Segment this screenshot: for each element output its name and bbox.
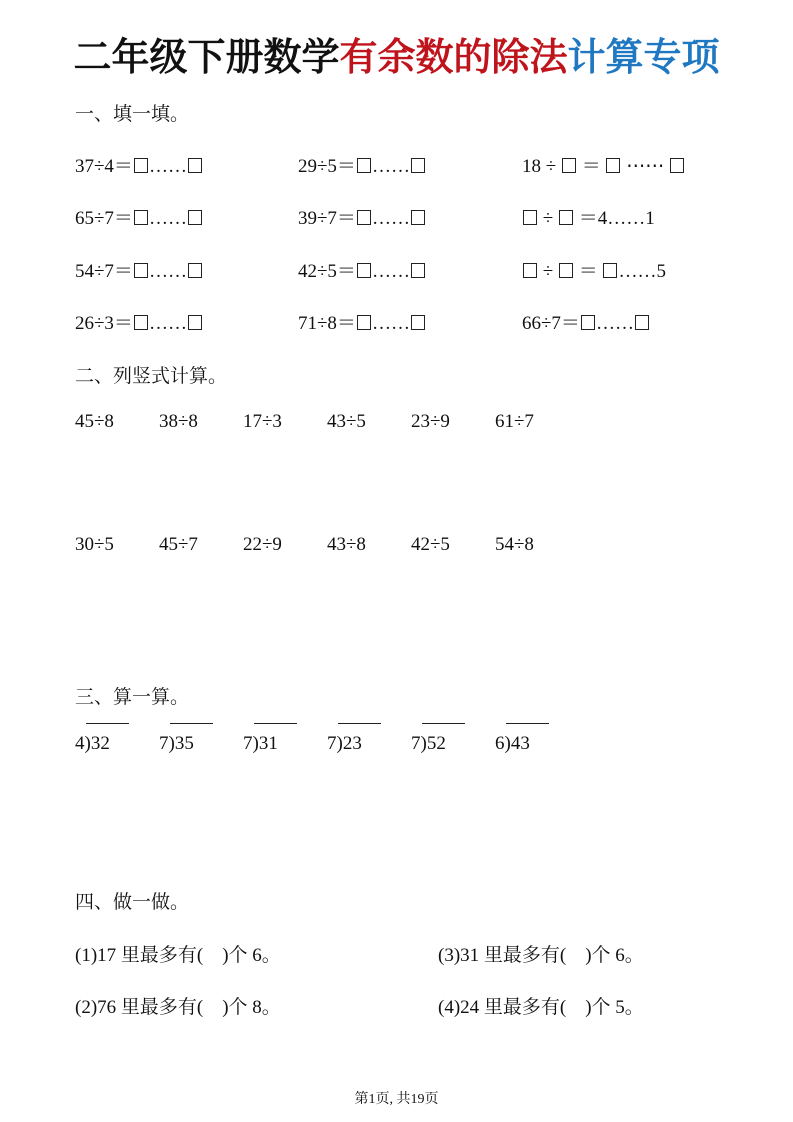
section1-heading: 一、填一填。 <box>75 104 190 125</box>
divisor: 7 <box>411 733 421 754</box>
answer-box[interactable] <box>606 158 620 173</box>
fill-equation <box>75 308 203 335</box>
equation-text: 66÷7＝ <box>522 313 580 334</box>
fill-equation <box>75 256 203 283</box>
equation-text: 71÷8＝ <box>298 313 356 334</box>
fill-equation <box>298 203 426 230</box>
answer-box[interactable] <box>581 315 595 330</box>
dividend: 31 <box>258 733 278 754</box>
vertical-calc-problem: 42÷5 <box>411 534 450 555</box>
equation-text: 42÷5＝ <box>298 261 356 282</box>
answer-box[interactable] <box>357 158 371 173</box>
division-bar <box>254 723 297 724</box>
ellipsis: …… <box>148 313 187 334</box>
dividend: 43 <box>510 733 530 754</box>
long-division-problem: 4)32 <box>75 733 110 755</box>
divisor: 4 <box>75 733 85 754</box>
question-item: (3)31 里最多有( )个 6。 <box>438 945 644 966</box>
dividend: 52 <box>426 733 446 754</box>
title-part-topic: 有余数的除法 <box>339 35 568 79</box>
vertical-calc-problem: 54÷8 <box>495 534 534 555</box>
answer-box[interactable] <box>603 263 617 278</box>
division-bar <box>86 723 129 724</box>
section3-heading: 三、算一算。 <box>75 687 190 708</box>
fill-equation <box>522 308 650 335</box>
divisor: 7 <box>159 733 169 754</box>
fill-equation <box>298 151 426 178</box>
remainder-box[interactable] <box>411 158 425 173</box>
fill-equation <box>75 151 203 178</box>
long-division-problem: 7)31 <box>243 733 278 755</box>
dividend: 23 <box>342 733 362 754</box>
equation-text: 39÷7＝ <box>298 208 356 229</box>
remainder-box[interactable] <box>670 158 684 173</box>
division-bar <box>422 723 465 724</box>
vertical-calc-problem: 43÷8 <box>327 534 366 555</box>
title-part-type: 计算专项 <box>567 35 720 79</box>
fill-equation: ÷ ＝ ……5 <box>522 256 666 283</box>
remainder-box[interactable] <box>188 263 202 278</box>
ellipsis: …… <box>371 208 410 229</box>
question-item: (1)17 里最多有( )个 6。 <box>75 945 281 966</box>
answer-box[interactable] <box>357 315 371 330</box>
divisor-box[interactable] <box>559 263 573 278</box>
answer-box[interactable] <box>357 210 371 225</box>
question-item: (2)76 里最多有( )个 8。 <box>75 997 281 1018</box>
ellipsis: …… <box>371 313 410 334</box>
answer-box[interactable] <box>357 263 371 278</box>
ellipsis: …… <box>371 156 410 177</box>
remainder-box[interactable] <box>188 315 202 330</box>
remainder-box[interactable] <box>188 158 202 173</box>
answer-box[interactable] <box>134 158 148 173</box>
answer-box[interactable] <box>134 263 148 278</box>
equation-text: 37÷4＝ <box>75 156 133 177</box>
ellipsis: …… <box>595 313 634 334</box>
long-division-problem: 7)23 <box>327 733 362 755</box>
section2-heading: 二、列竖式计算。 <box>75 366 228 387</box>
division-bar <box>338 723 381 724</box>
ellipsis: …… <box>148 261 187 282</box>
vertical-calc-problem: 17÷3 <box>243 411 282 432</box>
divisor: 7 <box>327 733 337 754</box>
divisor: 7 <box>243 733 253 754</box>
title-part-grade: 二年级下册数学 <box>73 35 340 79</box>
dividend-box[interactable] <box>523 263 537 278</box>
vertical-calc-problem: 38÷8 <box>159 411 198 432</box>
vertical-calc-problem: 61÷7 <box>495 411 534 432</box>
fill-equation <box>298 256 426 283</box>
remainder-box[interactable] <box>411 210 425 225</box>
remainder-box[interactable] <box>411 315 425 330</box>
equation-text: 65÷7＝ <box>75 208 133 229</box>
remainder-box[interactable] <box>188 210 202 225</box>
question-item: (4)24 里最多有( )个 5。 <box>438 997 644 1018</box>
remainder-box[interactable] <box>411 263 425 278</box>
vertical-calc-problem: 45÷8 <box>75 411 114 432</box>
section4-heading: 四、做一做。 <box>75 892 190 913</box>
ellipsis: …… <box>371 261 410 282</box>
answer-box[interactable] <box>134 210 148 225</box>
division-bar <box>170 723 213 724</box>
fill-equation <box>298 308 426 335</box>
vertical-calc-problem: 43÷5 <box>327 411 366 432</box>
vertical-calc-problem: 45÷7 <box>159 534 198 555</box>
divisor: 6 <box>495 733 505 754</box>
answer-box[interactable] <box>134 315 148 330</box>
vertical-calc-problem: 23÷9 <box>411 411 450 432</box>
divisor-box[interactable] <box>559 210 573 225</box>
long-division-problem: 7)52 <box>411 733 446 755</box>
dividend: 35 <box>174 733 194 754</box>
fill-equation: ÷ ＝4……1 <box>522 203 655 230</box>
dividend: 32 <box>90 733 110 754</box>
dividend-box[interactable] <box>523 210 537 225</box>
equation-text: 54÷7＝ <box>75 261 133 282</box>
long-division-problem: 7)35 <box>159 733 194 755</box>
ellipsis: …… <box>148 208 187 229</box>
division-bar <box>506 723 549 724</box>
long-division-problem: 6)43 <box>495 733 530 755</box>
page-title <box>0 26 793 81</box>
fill-equation: 18 ÷ ＝ ⋯⋯ <box>522 151 685 178</box>
ellipsis: …… <box>148 156 187 177</box>
divisor-box[interactable] <box>562 158 576 173</box>
equation-text: 26÷3＝ <box>75 313 133 334</box>
equation-text: 29÷5＝ <box>298 156 356 177</box>
vertical-calc-problem: 22÷9 <box>243 534 282 555</box>
vertical-calc-problem: 30÷5 <box>75 534 114 555</box>
fill-equation <box>75 203 203 230</box>
page-number: 第1页, 共19页 <box>354 1092 439 1107</box>
remainder-box[interactable] <box>635 315 649 330</box>
